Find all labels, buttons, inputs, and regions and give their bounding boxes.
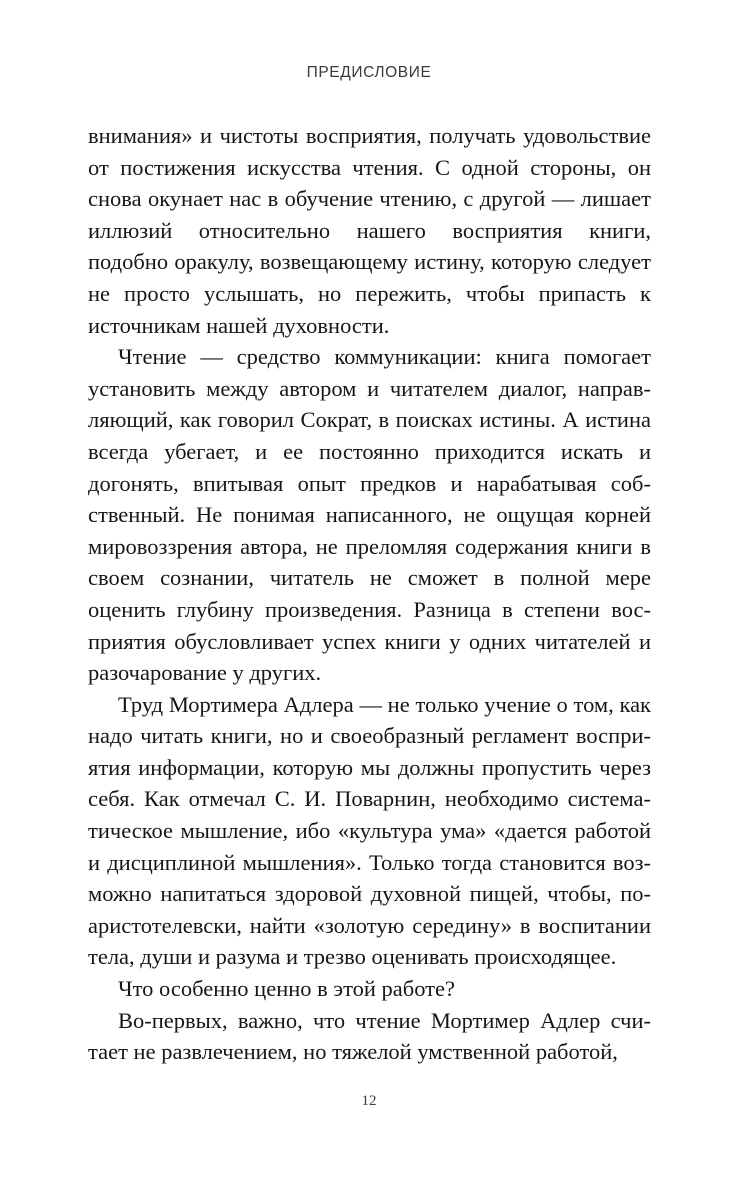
paragraph-firstly: Во-первых, важно, что чтение Мортимер Адлер считает не развлечением, но тяжелой умственной работой, — [88, 1007, 651, 1065]
running-head: ПРЕДИСЛОВИЕ — [306, 64, 432, 81]
paragraph-question: Что особенно ценно в этой работе? — [118, 976, 455, 1002]
paragraph-continuation: внимания» и чистоты восприятия, получать удовольствие от постижения искусства чтения. С одной стороны, он снова окунает нас в обучение чтению, с другой — лишает иллюзий относительно нашего восприятия книги, подобно оракулу, возвещающему истину, которую следует не просто услышать, но пережить, чтобы припасть к источникам нашей духовности. — [88, 123, 651, 338]
body-text — [88, 120, 651, 1068]
page-number: 12 — [361, 1093, 377, 1109]
paragraph-reading-communication: Чтение — средство коммуникации: книга помогает установить между автором и читателем диалог, направляющий, как говорил Сократ, в поисках истины. А истина всегда убегает, и ее постоянно приходится искать и догонять, впитывая опыт предков и нарабатывая собственный. Не понимая написанного, не ощущая корней мировоззрения автора, не преломляя содержания книги в своем сознании, читатель не сможет в полной мере оценить глубину произведения. Разница в степени восприятия обусловливает успех книги у одних читателей и разочарование у других. — [88, 344, 651, 686]
paragraph-adler-work: Труд Мортимера Адлера — не только учение о том, как надо читать книги, но и своеобразный регламент восприятия информации, которую мы должны пропустить через себя. Как отмечал С. И. Поварнин, необходимо систематическое мышление, ибо «культура ума» «дается работой и дисциплиной мышления». Только тогда становится возможно напитаться здоровой духовной пищей, чтобы, по-аристотелевски, найти «золотую середину» в воспитании тела, души и разума и трезво оценивать происходящее. — [88, 691, 651, 970]
